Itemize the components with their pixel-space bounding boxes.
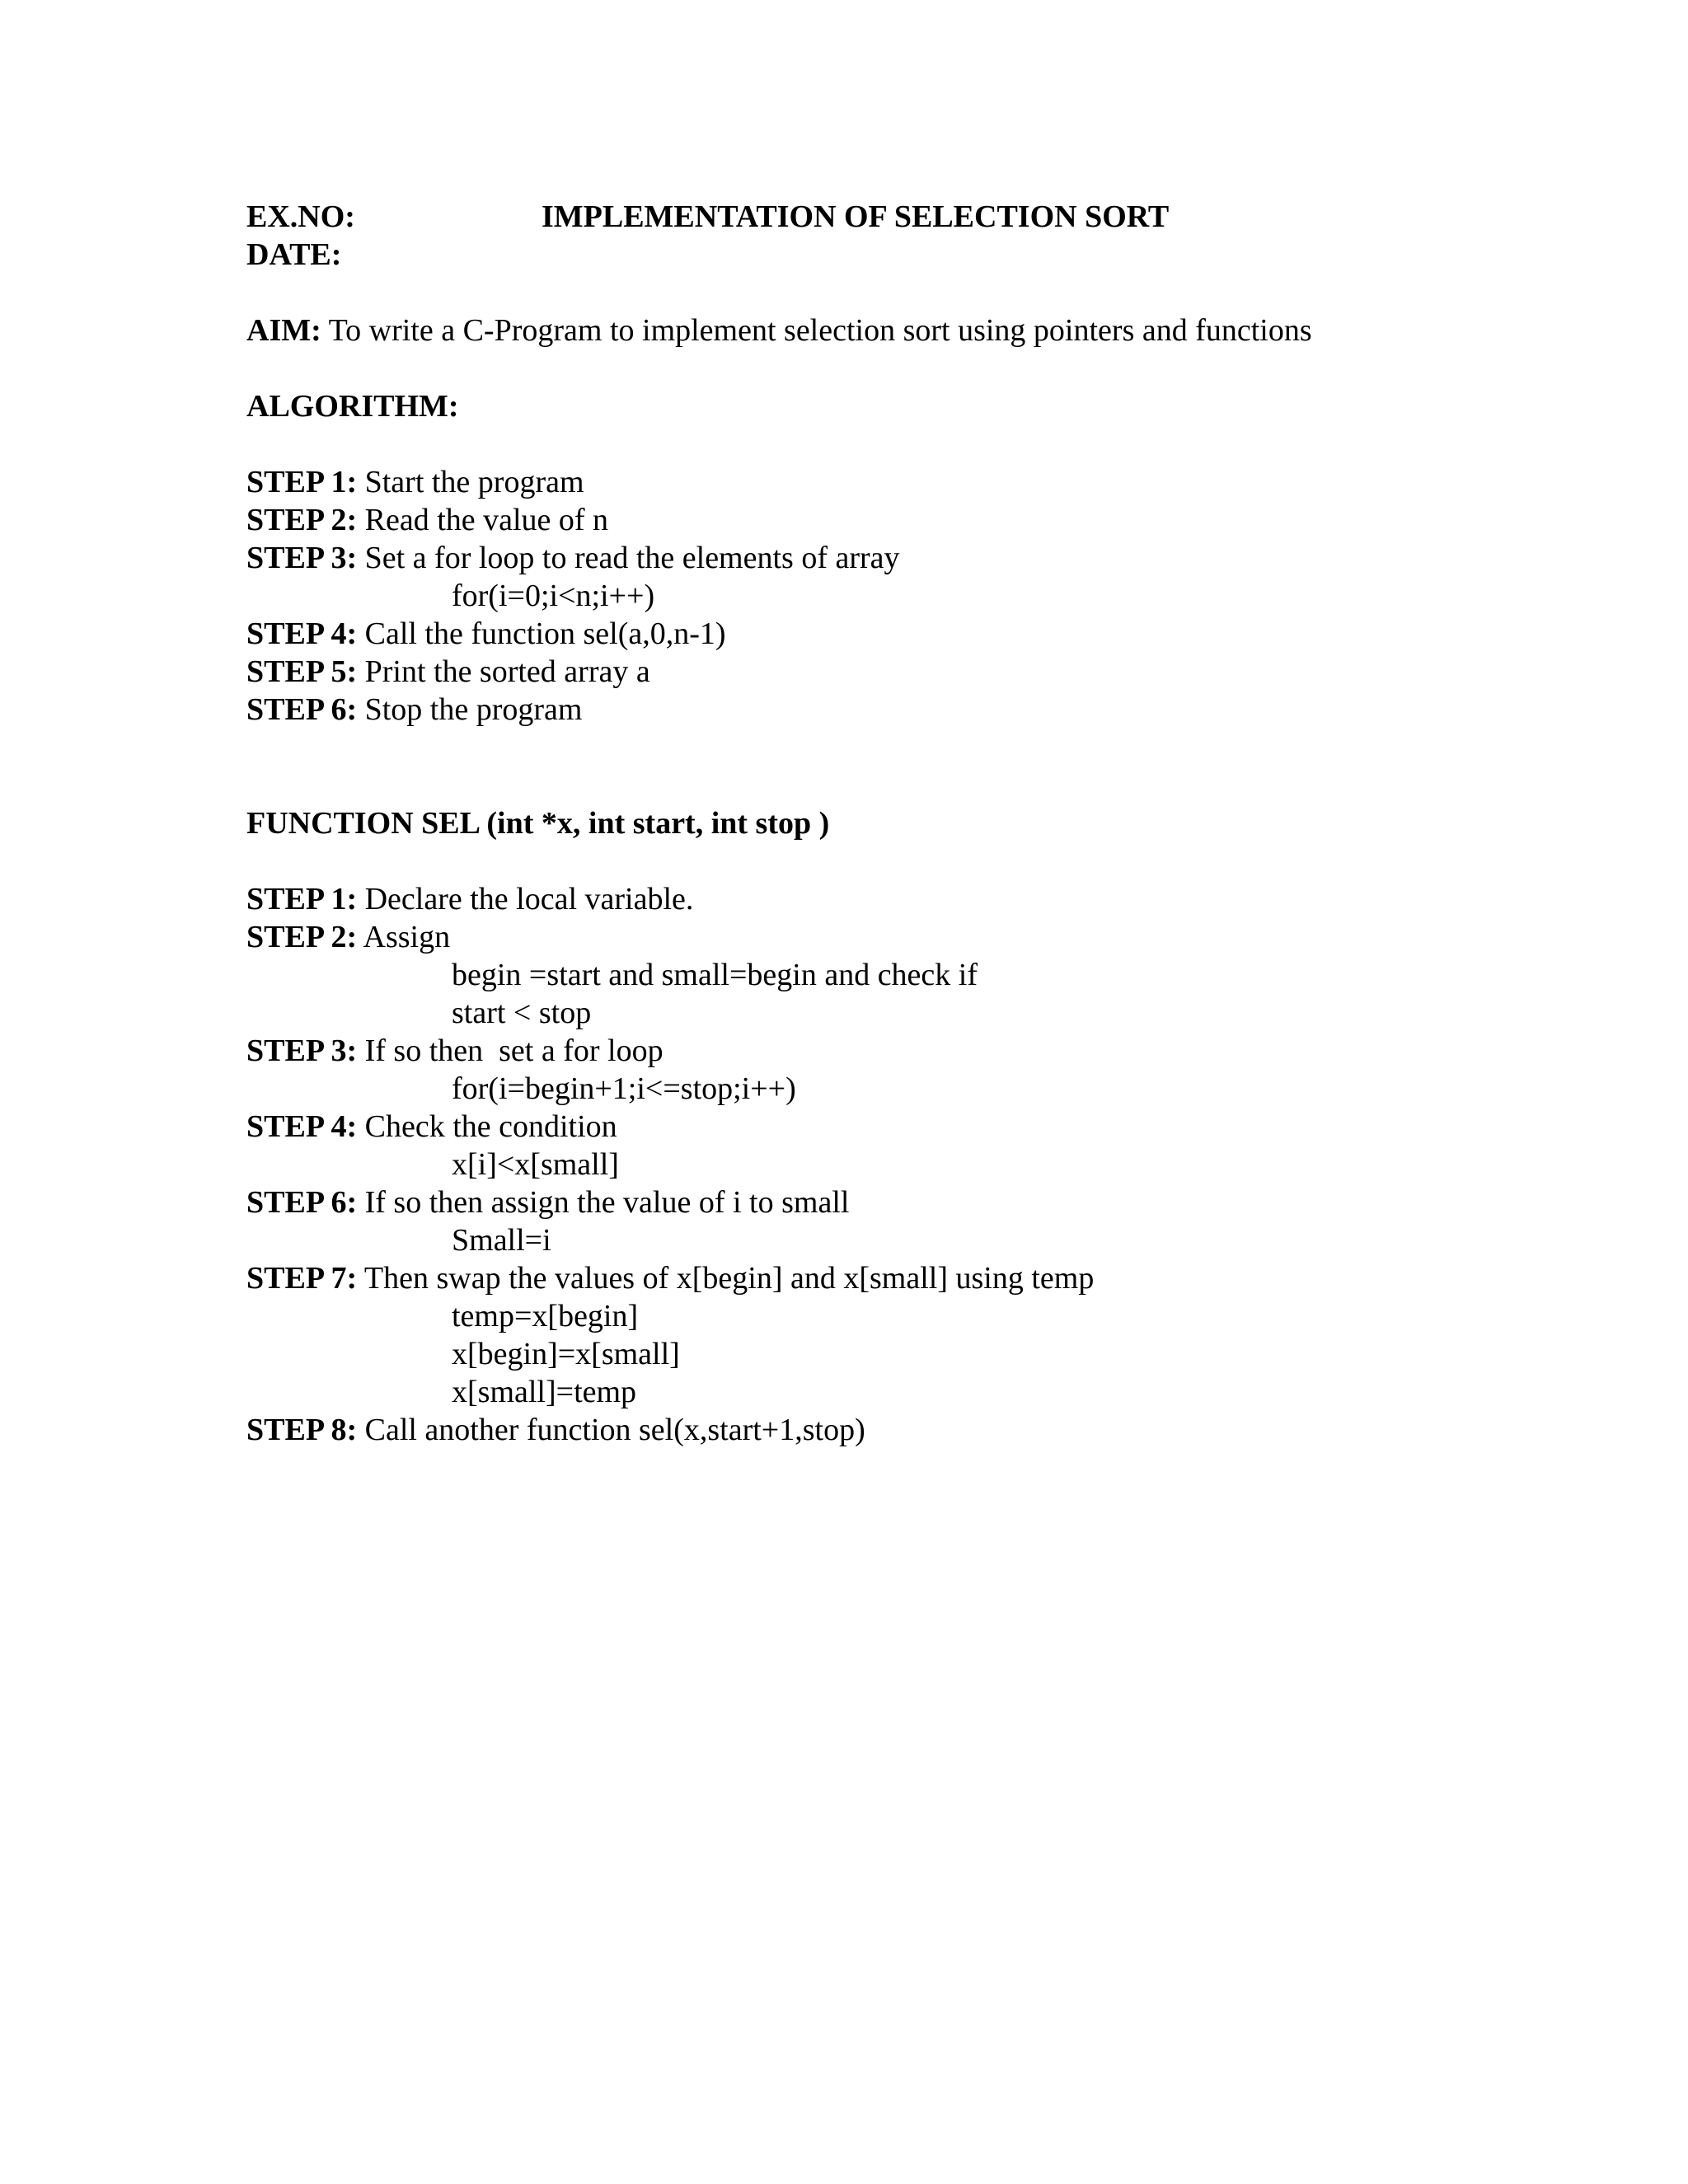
step-text: Print the sorted array a — [357, 654, 650, 689]
step-text: Call the function sel(a,0,n-1) — [357, 616, 726, 651]
step-label: STEP 4: — [246, 1109, 358, 1144]
algorithm-step — [246, 615, 726, 653]
step-text: Set a for loop to read the elements of array — [357, 541, 900, 575]
step-label: STEP 3: — [246, 541, 358, 575]
step-text: Then swap the values of x[begin] and x[small] using temp — [357, 1261, 1095, 1296]
function-step-detail: for(i=begin+1;i<=stop;i++) — [452, 1071, 796, 1106]
algorithm-step — [246, 463, 584, 501]
step-text: Check the condition — [357, 1109, 617, 1144]
step-label: STEP 2: — [246, 503, 358, 537]
step-text: Assign — [357, 920, 451, 954]
step-label: STEP 5: — [246, 654, 358, 689]
function-step-detail: begin =start and small=begin and check if — [452, 958, 978, 992]
function-step-detail: x[small]=temp — [452, 1375, 637, 1409]
algorithm-heading: ALGORITHM: — [246, 389, 459, 424]
step-label: STEP 6: — [246, 692, 358, 727]
function-step — [246, 880, 693, 918]
algorithm-step — [246, 653, 650, 691]
algorithm-step-detail: for(i=0;i<n;i++) — [452, 579, 655, 613]
step-text: Read the value of n — [357, 503, 609, 537]
date-label: DATE: — [246, 237, 342, 272]
function-step — [246, 1108, 617, 1146]
function-step-detail: start < stop — [452, 996, 592, 1030]
exno-label: EX.NO: — [246, 199, 355, 234]
function-step — [246, 1032, 663, 1070]
step-label: STEP 7: — [246, 1261, 358, 1296]
function-step-detail: temp=x[begin] — [452, 1299, 639, 1333]
step-label: STEP 1: — [246, 465, 358, 499]
document-title: IMPLEMENTATION OF SELECTION SORT — [542, 199, 1170, 234]
function-step — [246, 1259, 1094, 1297]
step-text: If so then assign the value of i to small — [357, 1185, 850, 1220]
function-step — [246, 1183, 849, 1221]
aim-line — [246, 312, 1312, 349]
algorithm-step — [246, 539, 900, 577]
function-heading: FUNCTION SEL (int *x, int start, int stop ) — [246, 806, 830, 841]
aim-text: To write a C-Program to implement selection sort using pointers and functions — [321, 313, 1312, 348]
step-text: Start the program — [357, 465, 584, 499]
step-label: STEP 1: — [246, 882, 358, 916]
step-text: Call another function sel(x,start+1,stop) — [357, 1413, 865, 1447]
step-label: STEP 2: — [246, 920, 358, 954]
function-step — [246, 1411, 865, 1449]
algorithm-step — [246, 501, 608, 539]
step-text: If so then set a for loop — [357, 1033, 663, 1068]
function-step — [246, 918, 450, 956]
step-label: STEP 4: — [246, 616, 358, 651]
step-text: Declare the local variable. — [357, 882, 694, 916]
aim-label: AIM: — [246, 313, 321, 348]
algorithm-step — [246, 691, 582, 729]
step-text: Stop the program — [357, 692, 583, 727]
function-step-detail: x[i]<x[small] — [452, 1147, 619, 1182]
function-step-detail: Small=i — [452, 1223, 551, 1258]
function-step-detail: x[begin]=x[small] — [452, 1337, 680, 1371]
step-label: STEP 8: — [246, 1413, 358, 1447]
step-label: STEP 6: — [246, 1185, 358, 1220]
step-label: STEP 3: — [246, 1033, 358, 1068]
